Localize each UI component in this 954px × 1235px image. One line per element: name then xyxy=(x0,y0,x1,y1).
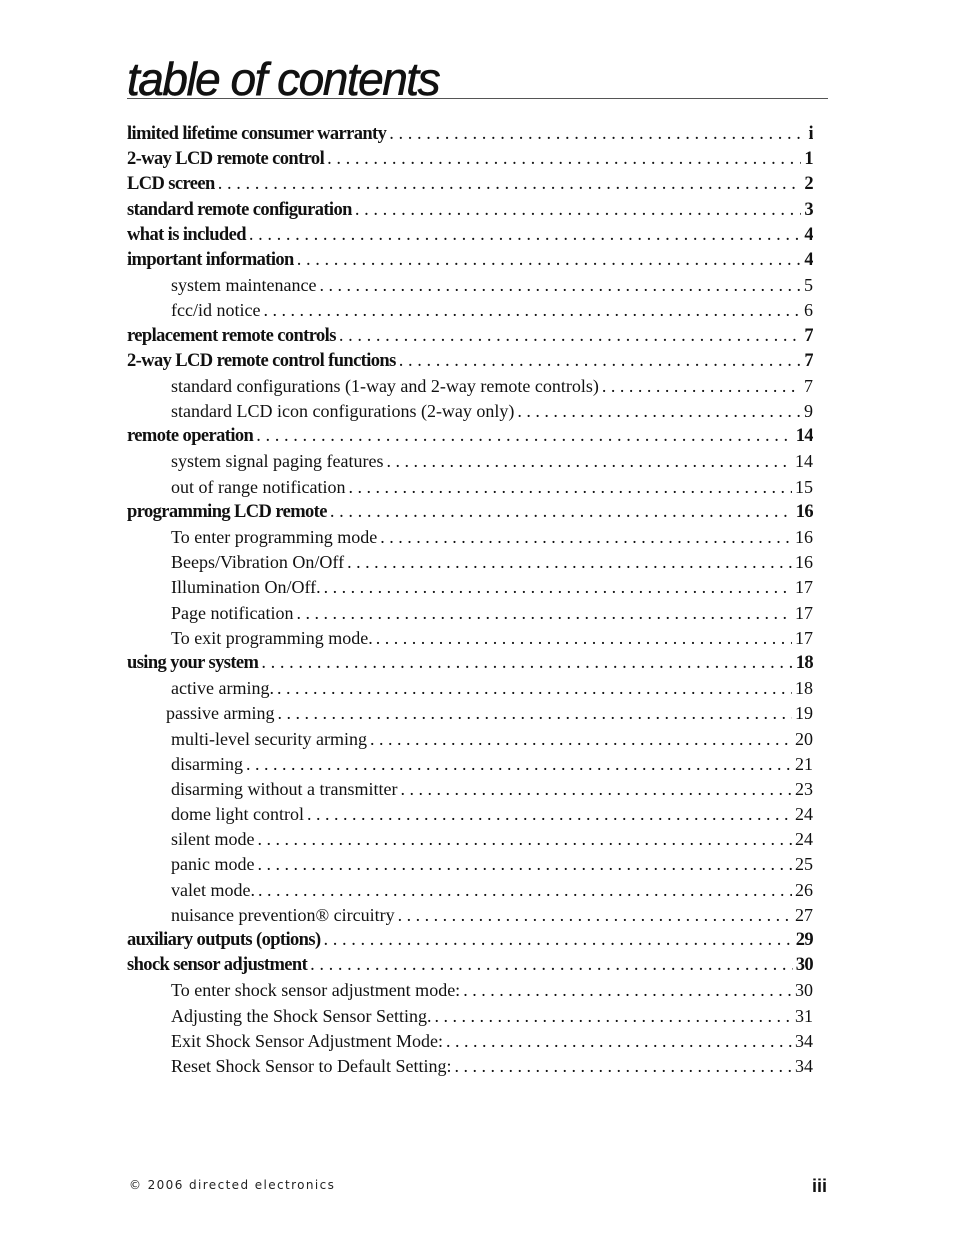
toc-entry-label: remote operation xyxy=(127,426,254,447)
toc-entry-page: 4 xyxy=(804,224,813,245)
toc-entry-page: 23 xyxy=(795,778,813,799)
toc-entry-page: 24 xyxy=(795,829,813,850)
dot-leader xyxy=(386,449,792,474)
toc-subsection-entry xyxy=(127,575,813,600)
toc-entry-label: To enter programming mode xyxy=(171,527,378,547)
toc-entry-page: 29 xyxy=(795,930,813,950)
toc-subsection-entry xyxy=(127,878,813,903)
toc-entry-label: standard configurations (1-way and 2-way remote controls) xyxy=(171,375,599,396)
dot-leader xyxy=(454,1054,792,1079)
dot-leader xyxy=(348,475,792,500)
toc-entry-label: using your system xyxy=(127,652,259,673)
toc-entry-page: 16 xyxy=(795,527,813,547)
dot-leader xyxy=(218,172,802,197)
toc-entry-label: Exit Shock Sensor Adjustment Mode: xyxy=(171,1030,443,1051)
dot-leader xyxy=(327,147,801,172)
toc-subsection-entry xyxy=(127,374,813,399)
toc-subsection-entry xyxy=(127,802,813,827)
toc-entry-label: silent mode xyxy=(171,829,255,850)
toc-entry-label: programming LCD remote xyxy=(127,501,327,522)
toc-entry-label: disarming xyxy=(171,753,243,774)
toc-section-entry xyxy=(127,198,813,223)
toc-entry-page: 20 xyxy=(795,728,813,749)
toc-subsection-entry xyxy=(127,449,813,474)
toc-entry-page: 25 xyxy=(795,854,813,875)
toc-subsection-entry xyxy=(127,1004,813,1029)
toc-entry-label: 2-way LCD remote control xyxy=(127,149,325,170)
dot-leader xyxy=(277,676,792,701)
toc-entry-label: Beeps/Vibration On/Off xyxy=(171,552,345,573)
toc-section-entry xyxy=(127,424,813,449)
toc-entry-page: 31 xyxy=(795,1005,813,1026)
toc-entry-label: 2-way LCD remote control functions xyxy=(127,350,396,371)
toc-entry-label: shock sensor adjustment xyxy=(127,955,308,976)
toc-subsection-entry xyxy=(127,827,813,852)
toc-entry-page: 7 xyxy=(804,325,813,346)
dot-leader xyxy=(249,223,801,248)
dot-leader xyxy=(347,550,792,575)
dot-leader xyxy=(355,198,802,223)
dot-leader xyxy=(246,752,792,777)
toc-entry-page: 27 xyxy=(795,904,813,925)
dot-leader xyxy=(307,802,792,827)
dot-leader xyxy=(330,500,793,525)
toc-entry-page: 3 xyxy=(804,199,813,220)
toc-entry-label: standard remote configuration xyxy=(127,199,352,220)
dot-leader xyxy=(257,852,792,877)
toc-subsection-entry xyxy=(127,852,813,877)
dot-leader xyxy=(324,928,793,953)
dot-leader xyxy=(380,525,792,550)
dot-leader xyxy=(370,727,792,752)
dot-leader xyxy=(263,298,801,323)
toc-entry-label: To exit programming mode. xyxy=(171,627,373,648)
toc-entry-page: 6 xyxy=(804,300,813,321)
toc-subsection-entry xyxy=(127,1054,813,1079)
dot-leader xyxy=(446,1029,792,1054)
copyright-notice: © 2006 directed electronics xyxy=(129,1178,336,1192)
toc-entry-page: 16 xyxy=(795,552,813,573)
dot-leader xyxy=(319,273,801,298)
toc-entry-label: Page notification xyxy=(171,602,294,623)
toc-subsection-entry xyxy=(127,727,813,752)
dot-leader xyxy=(435,1004,793,1029)
dot-leader xyxy=(256,424,792,449)
toc-entry-label: Adjusting the Shock Sensor Setting. xyxy=(171,1005,432,1026)
toc-entry-label: valet mode. xyxy=(171,879,255,900)
toc-entry-label: active arming. xyxy=(171,678,274,699)
toc-entry-label: multi-level security arming xyxy=(171,728,367,749)
toc-subsection-entry xyxy=(127,777,813,802)
toc-entry-page: 14 xyxy=(795,426,813,447)
dot-leader xyxy=(296,601,792,626)
toc-entry-label: dome light control xyxy=(171,804,304,825)
title-block xyxy=(127,52,828,105)
toc-entry-page: 16 xyxy=(795,501,813,522)
toc-subsection-entry xyxy=(127,475,813,500)
toc-entry-page: 14 xyxy=(795,451,813,472)
toc-entry-label: system maintenance xyxy=(171,275,317,296)
dot-leader xyxy=(258,878,792,903)
dot-leader xyxy=(277,701,792,726)
toc-section-entry xyxy=(127,500,813,525)
toc-entry-label: LCD screen xyxy=(127,174,215,195)
toc-entry-label: Illumination On/Off. xyxy=(171,577,321,598)
dot-leader xyxy=(400,777,792,802)
toc-subsection-entry xyxy=(127,525,813,550)
toc-subsection-entry xyxy=(127,978,813,1003)
toc-section-entry xyxy=(127,324,813,349)
toc-entry-page: 26 xyxy=(795,879,813,900)
toc-entry-label: Reset Shock Sensor to Default Setting: xyxy=(171,1055,452,1076)
toc-section-entry xyxy=(127,928,813,953)
toc-entry-page: 24 xyxy=(795,804,813,825)
table-of-contents xyxy=(127,122,813,1079)
toc-entry-label: system signal paging features xyxy=(171,451,384,472)
toc-section-entry xyxy=(127,223,813,248)
toc-entry-label: important information xyxy=(127,249,294,270)
toc-subsection-entry xyxy=(127,903,813,928)
toc-subsection-entry xyxy=(127,1029,813,1054)
dot-leader xyxy=(324,575,792,600)
toc-entry-label: fcc/id notice xyxy=(171,300,261,321)
toc-entry-label: nuisance prevention® circuitry xyxy=(171,904,395,925)
dot-leader xyxy=(376,626,792,651)
toc-entry-page: 34 xyxy=(795,1030,813,1051)
toc-section-entry xyxy=(127,953,813,978)
toc-entry-page: 7 xyxy=(804,350,813,371)
toc-entry-page: 21 xyxy=(795,753,813,774)
dot-leader xyxy=(399,349,802,374)
toc-entry-page: 34 xyxy=(795,1055,813,1076)
toc-section-entry xyxy=(127,122,813,147)
toc-entry-page: 2 xyxy=(804,174,813,195)
toc-section-entry xyxy=(127,172,813,197)
toc-entry-label: standard LCD icon configurations (2-way only) xyxy=(171,401,515,422)
dot-leader xyxy=(398,903,792,928)
toc-entry-page: i xyxy=(808,124,813,144)
toc-subsection-entry xyxy=(127,676,813,701)
toc-entry-page: 1 xyxy=(804,149,813,170)
toc-entry-page: 17 xyxy=(795,577,813,598)
toc-entry-page: 4 xyxy=(804,249,813,270)
dot-leader xyxy=(258,827,793,852)
toc-section-entry xyxy=(127,651,813,676)
dot-leader xyxy=(517,399,801,424)
page-title: table of contents xyxy=(127,53,440,105)
toc-entry-label: limited lifetime consumer warranty xyxy=(127,124,387,144)
toc-entry-label: what is included xyxy=(127,224,246,245)
toc-entry-page: 30 xyxy=(795,980,813,1001)
dot-leader xyxy=(310,953,793,978)
toc-entry-label: out of range notification xyxy=(171,476,346,497)
page-number: iii xyxy=(811,1176,827,1196)
toc-subsection-entry xyxy=(127,399,813,424)
toc-entry-page: 19 xyxy=(795,703,813,724)
dot-leader xyxy=(463,978,792,1003)
toc-subsection-entry xyxy=(127,701,813,726)
toc-section-entry xyxy=(127,349,813,374)
toc-section-entry xyxy=(127,147,813,172)
toc-subsection-entry xyxy=(127,601,813,626)
toc-entry-page: 9 xyxy=(804,401,813,422)
toc-entry-label: passive arming xyxy=(166,703,275,724)
toc-subsection-entry xyxy=(127,273,813,298)
toc-subsection-entry xyxy=(127,626,813,651)
toc-entry-label: disarming without a transmitter xyxy=(171,778,398,799)
toc-entry-page: 15 xyxy=(795,476,813,497)
toc-subsection-entry xyxy=(127,752,813,777)
dot-leader xyxy=(261,651,792,676)
dot-leader xyxy=(297,248,802,273)
toc-entry-page: 17 xyxy=(795,602,813,623)
toc-section-entry xyxy=(127,248,813,273)
toc-entry-page: 17 xyxy=(795,627,813,648)
toc-subsection-entry xyxy=(127,298,813,323)
toc-entry-page: 18 xyxy=(795,652,813,673)
dot-leader xyxy=(602,374,801,399)
toc-entry-page: 30 xyxy=(795,955,813,976)
toc-entry-label: To enter shock sensor adjustment mode: xyxy=(171,980,461,1001)
toc-entry-label: replacement remote controls xyxy=(127,325,336,346)
toc-entry-page: 7 xyxy=(804,375,813,396)
toc-entry-label: panic mode xyxy=(171,854,255,875)
toc-entry-page: 5 xyxy=(804,275,813,296)
dot-leader xyxy=(389,122,805,147)
toc-subsection-entry xyxy=(127,550,813,575)
toc-entry-label: auxiliary outputs (options) xyxy=(127,930,321,950)
dot-leader xyxy=(339,324,802,349)
toc-entry-page: 18 xyxy=(795,678,813,699)
